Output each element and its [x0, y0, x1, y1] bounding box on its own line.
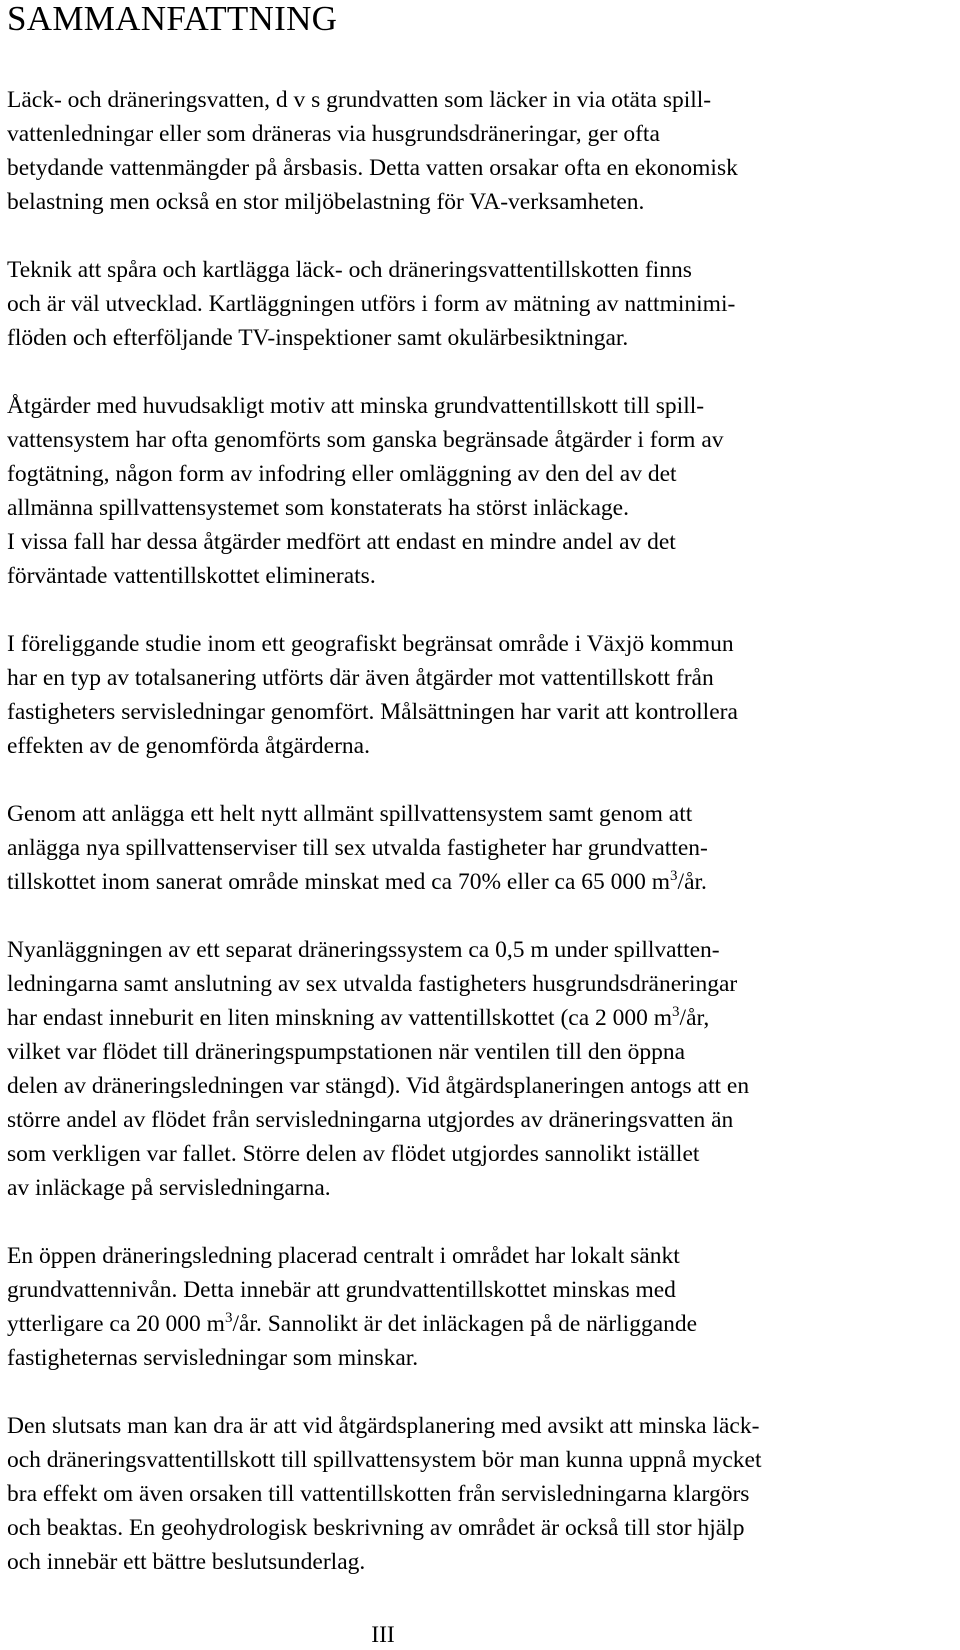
page-title: SAMMANFATTNING — [7, 0, 338, 38]
text-line — [7, 865, 953, 899]
text-line: belastning men också en stor miljöbelastning för VA-verksamheten. — [7, 189, 645, 215]
text-line: I vissa fall har dessa åtgärder medfört att endast en mindre andel av det — [7, 529, 676, 555]
text-line: vilket var flödet till dräneringspumpstationen när ventilen till den öppna — [7, 1039, 686, 1065]
text-line: flöden och efterföljande TV-inspektioner samt okulärbesiktningar. — [7, 325, 629, 351]
text-line: fogtätning, någon form av infodring eller omläggning av den del av det — [7, 461, 677, 487]
text-line: har en typ av totalsanering utförts där även åtgärder mot vattentillskott från — [7, 665, 714, 691]
text-line: fastigheternas servisledningar som minskar. — [7, 1345, 419, 1371]
text-line: effekten av de genomförda åtgärderna. — [7, 733, 370, 759]
text-line: Genom att anlägga ett helt nytt allmänt spillvattensystem samt genom att — [7, 801, 693, 827]
superscript: 3 — [224, 1310, 233, 1326]
page-number: III — [371, 1622, 395, 1648]
text-line: En öppen dräneringsledning placerad centralt i området har lokalt sänkt — [7, 1243, 680, 1269]
text-line: anlägga nya spillvattenserviser till sex utvalda fastigheter har grundvatten- — [7, 835, 708, 861]
paragraph-conclusion — [7, 1409, 953, 1579]
text-line: förväntade vattentillskottet eliminerats. — [7, 563, 376, 589]
text-line: och innebär ett bättre beslutsunderlag. — [7, 1549, 366, 1575]
text-line: Teknik att spåra och kartlägga läck- och dräneringsvattentillskotten finns — [7, 257, 692, 283]
text-line: grundvattennivån. Detta innebär att grundvattentillskottet minskas med — [7, 1277, 676, 1303]
text-line: större andel av flödet från servisledningarna utgjordes av dräneringsvatten än — [7, 1107, 734, 1133]
text-line: ledningarna samt anslutning av sex utvalda fastigheters husgrundsdräneringar — [7, 971, 738, 997]
text-line: Nyanläggningen av ett separat dräneringssystem ca 0,5 m under spillvatten- — [7, 937, 720, 963]
text-line: Läck- och dräneringsvatten, d v s grundvatten som läcker in via otäta spill- — [7, 87, 712, 113]
paragraph-measures — [7, 389, 953, 593]
text-segment: har endast inneburit en liten minskning av vattentillskottet (ca 2 000 m — [7, 1005, 673, 1031]
text-line: bra effekt om även orsaken till vattentillskotten från servisledningarna klargörs — [7, 1481, 750, 1507]
text-line: av inläckage på servisledningarna. — [7, 1175, 331, 1201]
paragraph-intro — [7, 83, 953, 219]
paragraph-open-drainage — [7, 1239, 953, 1375]
text-line: och dräneringsvattentillskott till spillvattensystem bör man kunna uppnå mycket — [7, 1447, 762, 1473]
text-line: och är väl utvecklad. Kartläggningen utförs i form av mätning av nattminimi- — [7, 291, 736, 317]
superscript: 3 — [672, 1004, 680, 1020]
text-line: betydande vattenmängder på årsbasis. Detta vatten orsakar ofta en ekonomisk — [7, 155, 738, 181]
text-line: som verkligen var fallet. Större delen av flödet utgjordes sannolikt istället — [7, 1141, 700, 1167]
text-line: Åtgärder med huvudsakligt motiv att minska grundvattentillskott till spill- — [7, 393, 705, 419]
text-line: I föreliggande studie inom ett geografiskt begränsat område i Växjö kommun — [7, 631, 734, 657]
paragraph-technique — [7, 253, 953, 355]
paragraph-study — [7, 627, 953, 763]
text-segment: /år. — [677, 869, 707, 895]
paragraph-result-spillvatten — [7, 797, 953, 899]
text-segment: /år. Sannolikt är det inläckagen på de närliggande — [232, 1311, 698, 1337]
text-segment: ytterligare ca 20 000 m — [7, 1311, 225, 1337]
text-line: allmänna spillvattensystemet som konstaterats ha störst inläckage. — [7, 495, 629, 521]
text-line: fastigheters servisledningar genomfört. Målsättningen har varit att kontrollera — [7, 699, 738, 725]
text-line: och beaktas. En geohydrologisk beskrivning av området är också till stor hjälp — [7, 1515, 745, 1541]
paragraph-result-drainage — [7, 933, 953, 1205]
text-line — [7, 1001, 953, 1035]
text-line — [7, 1307, 953, 1341]
text-line: vattensystem har ofta genomförts som ganska begränsade åtgärder i form av — [7, 427, 724, 453]
document-page — [7, 0, 953, 1579]
text-line: delen av dräneringsledningen var stängd). Vid åtgärdsplaneringen antogs att en — [7, 1073, 750, 1099]
text-line: Den slutsats man kan dra är att vid åtgärdsplanering med avsikt att minska läck- — [7, 1413, 760, 1439]
superscript: 3 — [670, 868, 678, 884]
text-segment: tillskottet inom sanerat område minskat med ca 70% eller ca 65 000 m — [7, 869, 671, 895]
text-line: vattenledningar eller som dräneras via husgrundsdräneringar, ger ofta — [7, 121, 660, 147]
text-segment: /år, — [679, 1005, 710, 1031]
